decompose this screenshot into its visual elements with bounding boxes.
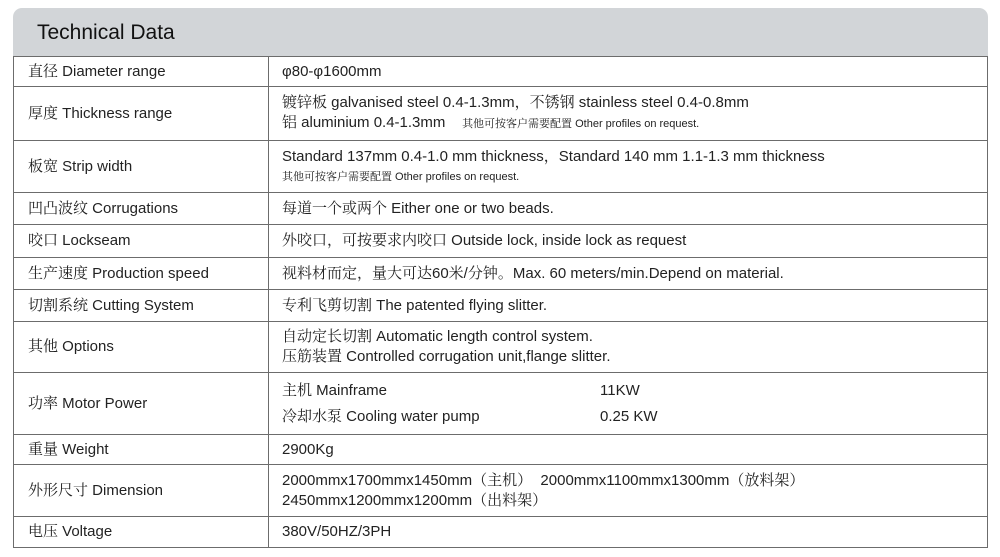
row-label: 重量 Weight <box>14 435 269 465</box>
table-row <box>14 57 988 87</box>
value-text: 铝 aluminium 0.4-1.3mm <box>282 114 446 131</box>
value-line: 每道一个或两个 Either one or two beads. <box>282 199 554 217</box>
row-value <box>269 517 988 548</box>
row-label: 切割系统 Cutting System <box>14 290 269 322</box>
value-line: 专利飞剪切割 The patented flying slitter. <box>282 296 548 314</box>
motor-name: 主机 Mainframe <box>282 381 388 399</box>
row-value <box>269 225 988 258</box>
row-value <box>269 465 988 517</box>
table-row <box>14 258 988 290</box>
section-header <box>13 8 988 56</box>
row-label: 直径 Diameter range <box>14 57 269 87</box>
table-row <box>14 141 988 193</box>
motor-power: 0.25 KW <box>600 407 658 425</box>
row-value <box>269 141 988 193</box>
value-line: 自动定长切割 Automatic length control system. <box>282 328 593 345</box>
value-line: 2000mmx1700mmx1450mm（主机） 2000mmx1100mmx1300mm（放料架） <box>282 471 805 489</box>
row-label: 功率 Motor Power <box>14 373 269 435</box>
table-row <box>14 87 988 141</box>
value-line: 压筋装置 Controlled corrugation unit,flange slitter. <box>282 348 611 365</box>
row-value <box>269 290 988 322</box>
technical-data-table <box>13 56 988 548</box>
motor-name: 冷却水泵 Cooling water pump <box>282 407 480 425</box>
row-label: 板宽 Strip width <box>14 141 269 193</box>
section-title: Technical Data <box>37 21 175 44</box>
value-line: 外咬口，可按要求内咬口 Outside lock, inside lock as request <box>282 232 687 249</box>
row-value <box>269 87 988 141</box>
row-label: 其他 Options <box>14 322 269 373</box>
value-line <box>282 113 987 134</box>
motor-line <box>282 381 987 401</box>
row-label: 咬口 Lockseam <box>14 225 269 258</box>
value-note: 其他可按客户需要配置 Other profiles on request. <box>282 170 520 183</box>
value-line: 380V/50HZ/3PH <box>282 523 392 540</box>
table-row <box>14 517 988 548</box>
table-row <box>14 225 988 258</box>
motor-power: 11KW <box>600 381 640 399</box>
table-row <box>14 322 988 373</box>
table-row <box>14 290 988 322</box>
value-line: 2900Kg <box>282 440 334 458</box>
motor-line <box>282 407 987 427</box>
table-row <box>14 435 988 465</box>
value-line: 2450mmx1200mmx1200mm（出料架） <box>282 491 548 509</box>
value-line: Standard 137mm 0.4-1.0 mm thickness，Standard 140 mm 1.1-1.3 mm thickness <box>282 147 825 165</box>
table-row <box>14 373 988 435</box>
technical-data-section <box>13 8 988 548</box>
row-label: 电压 Voltage <box>14 517 269 548</box>
value-line: 镀锌板 galvanised steel 0.4-1.3mm，不锈钢 stainless steel 0.4-0.8mm <box>282 94 749 111</box>
row-value <box>269 322 988 373</box>
row-label: 生产速度 Production speed <box>14 258 269 290</box>
row-label: 外形尺寸 Dimension <box>14 465 269 517</box>
value-line: φ80-φ1600mm <box>282 62 382 80</box>
table-row <box>14 193 988 225</box>
row-label: 凹凸波纹 Corrugations <box>14 193 269 225</box>
row-value <box>269 435 988 465</box>
value-note: 其他可按客户需要配置 Other profiles on request. <box>462 118 700 130</box>
row-value <box>269 258 988 290</box>
row-label: 厚度 Thickness range <box>14 87 269 141</box>
value-line: 视料材而定，量大可达60米/分钟。Max. 60 meters/min.Depend on material. <box>282 264 784 282</box>
row-value <box>269 373 988 435</box>
table-row <box>14 465 988 517</box>
row-value <box>269 193 988 225</box>
row-value <box>269 57 988 87</box>
